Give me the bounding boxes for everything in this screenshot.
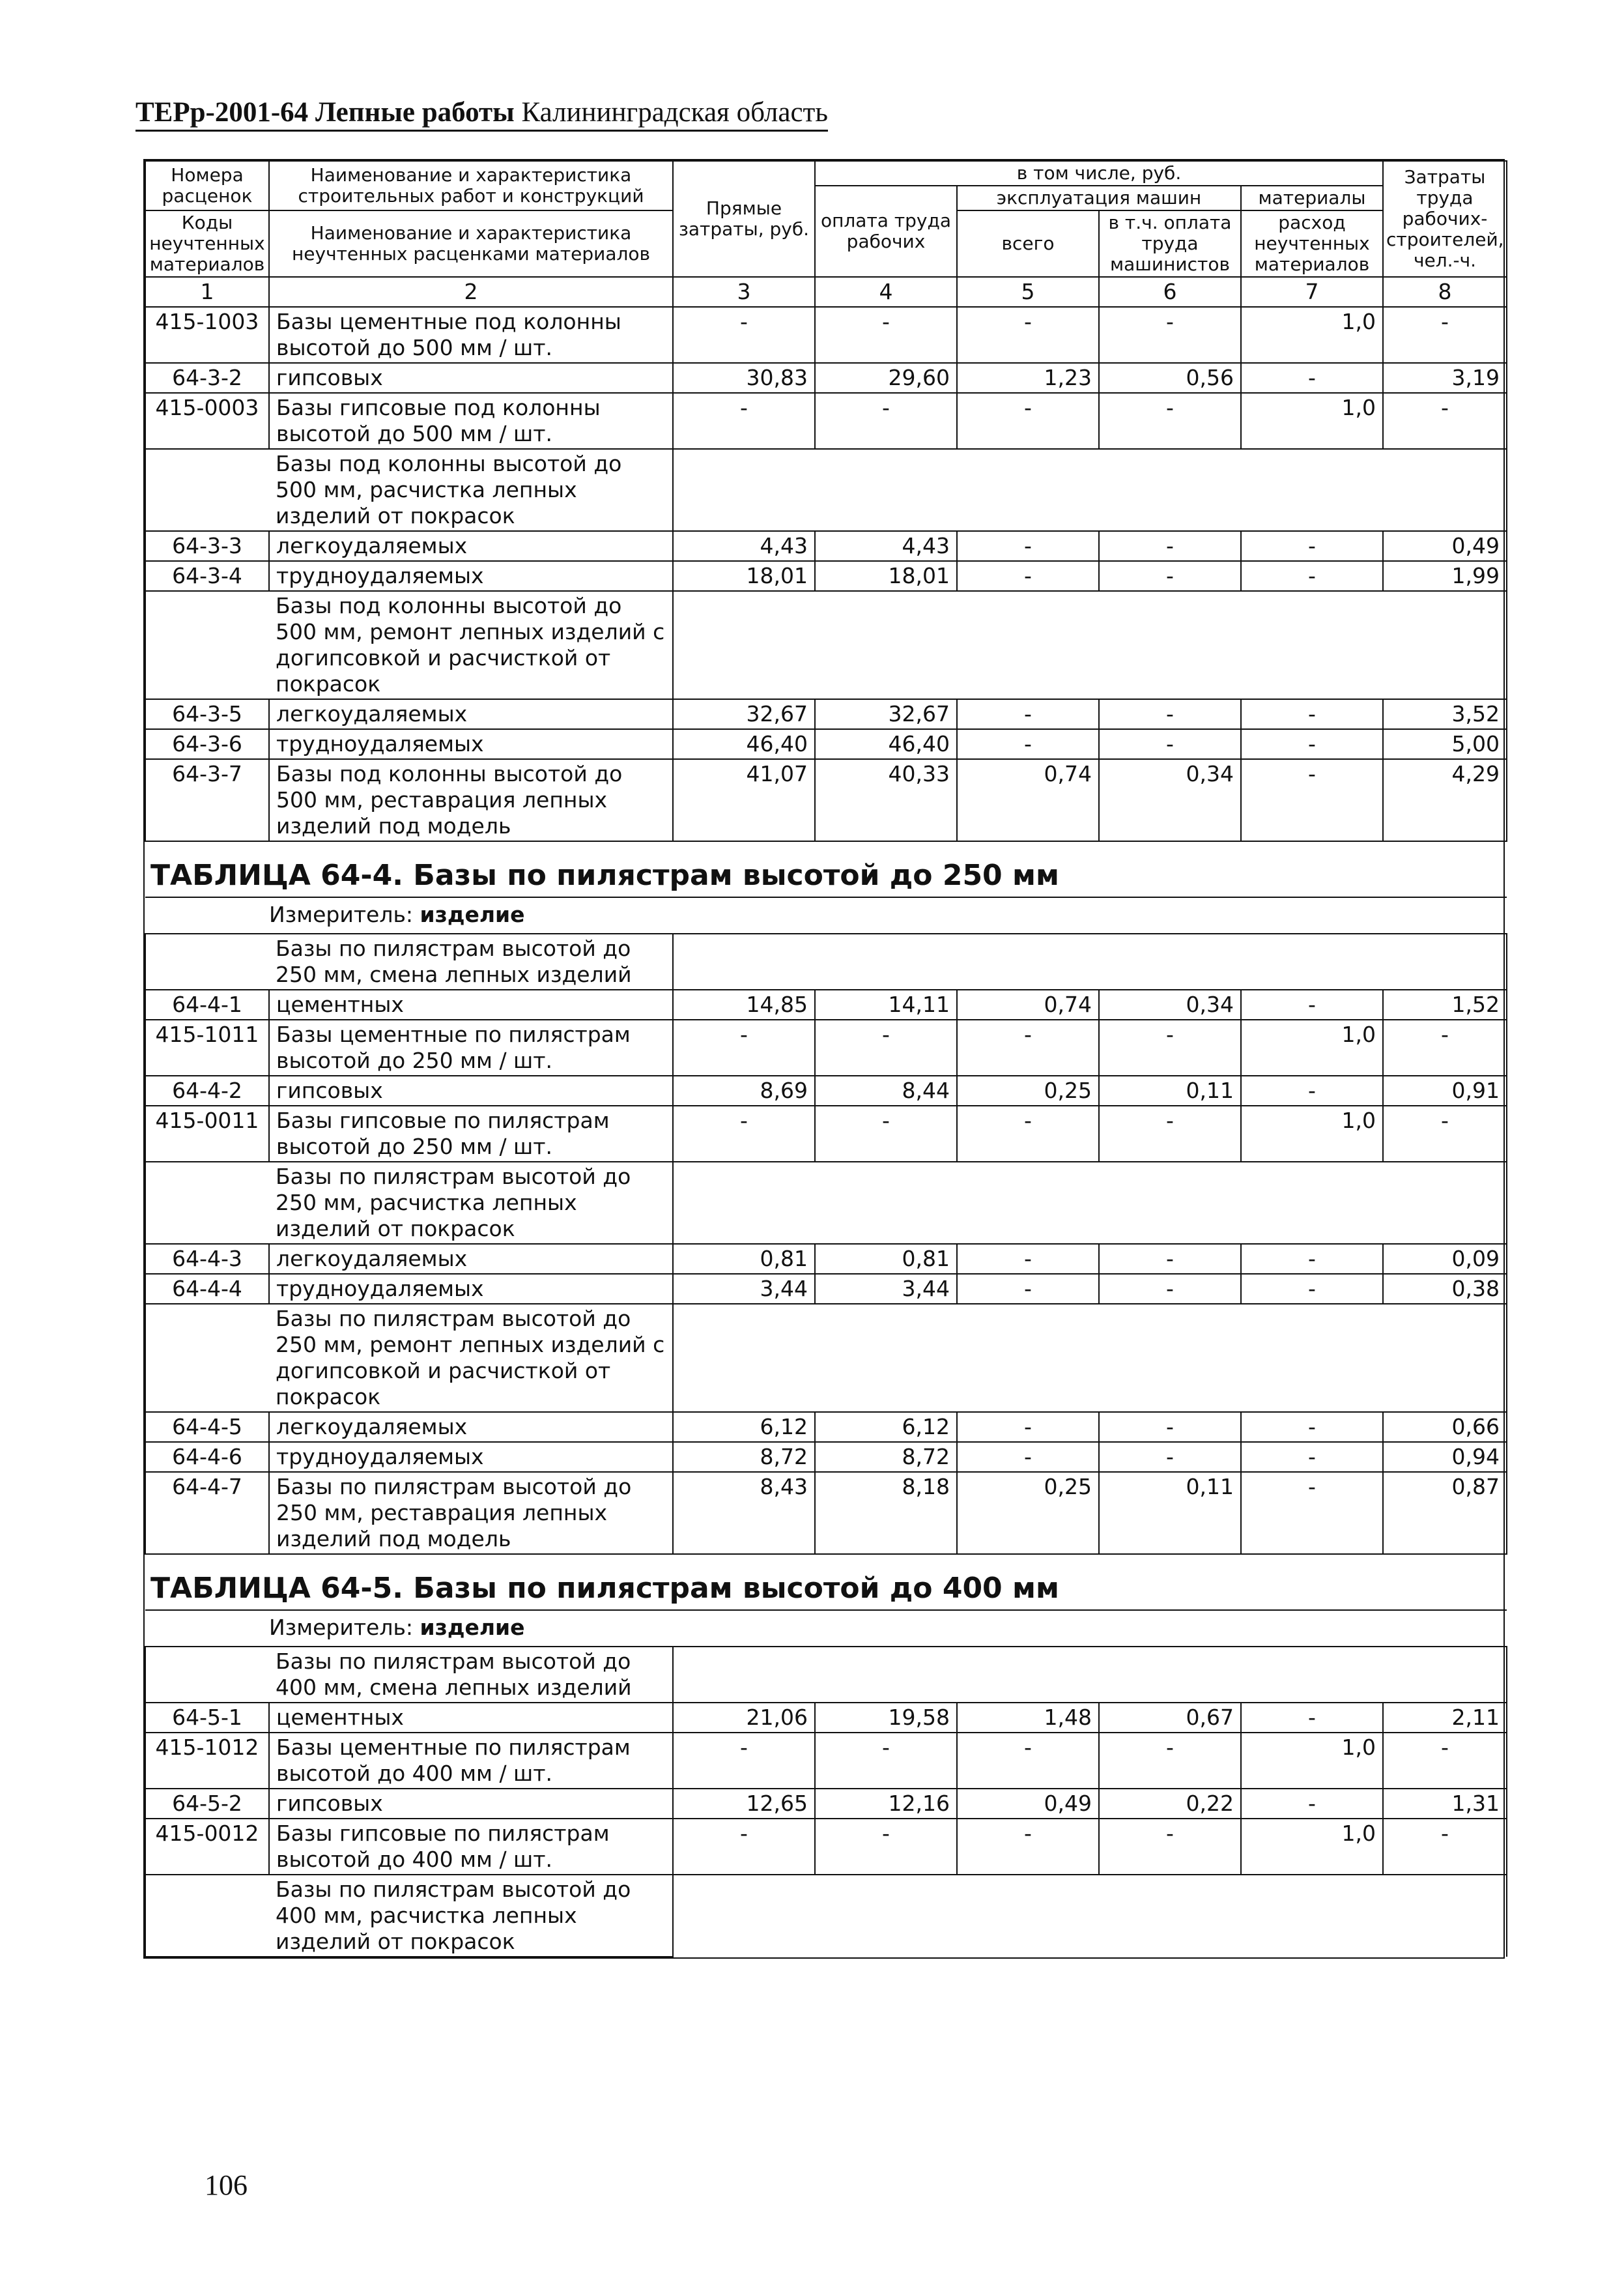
value-cell: -	[673, 307, 815, 363]
value-cell: -	[1099, 1274, 1241, 1304]
value-cell: -	[1241, 1076, 1383, 1106]
table-row	[145, 699, 1507, 729]
rate-name: цементных	[269, 990, 673, 1020]
col-head-incl: в том числе, руб.	[815, 161, 1383, 186]
value-cell: -	[1099, 1106, 1241, 1162]
rate-code: 64-3-7	[145, 759, 269, 841]
meter-label: Измеритель:	[269, 902, 414, 927]
group-blank	[673, 449, 1507, 531]
table-row	[145, 363, 1507, 393]
table-row	[145, 1412, 1507, 1442]
rate-code: 64-4-4	[145, 1274, 269, 1304]
table-row	[145, 1733, 1507, 1789]
value-cell: 0,81	[815, 1244, 957, 1274]
rate-name: цементных	[269, 1703, 673, 1733]
col-head-name: Наименование и характеристика строительных работ и конструкций	[269, 161, 673, 210]
col-head-mat-use: расход неучтенных материалов	[1241, 210, 1383, 277]
value-cell: 1,0	[1241, 307, 1383, 363]
col-head-mat-name: Наименование и характеристика неучтенных расценками материалов	[269, 210, 673, 277]
value-cell: -	[1099, 531, 1241, 561]
value-cell: 0,09	[1383, 1244, 1507, 1274]
col-num-1: 1	[145, 277, 269, 307]
col-num-5: 5	[957, 277, 1099, 307]
group-label: Базы по пилястрам высотой до 250 мм, ремонт лепных изделий с догипсовкой и расчисткой от покрасок	[269, 1304, 673, 1412]
rate-code: 64-4-6	[145, 1442, 269, 1472]
rate-name: Базы гипсовые под колонны высотой до 500 мм / шт.	[269, 393, 673, 449]
col-head-machines: эксплуатация машин	[957, 186, 1241, 210]
group-blank	[673, 1162, 1507, 1244]
value-cell: 3,52	[1383, 699, 1507, 729]
value-cell: -	[957, 1020, 1099, 1076]
value-cell: 32,67	[673, 699, 815, 729]
value-cell: -	[1383, 1733, 1507, 1789]
value-cell: -	[1241, 1472, 1383, 1554]
value-cell: 0,25	[957, 1076, 1099, 1106]
group-blank	[145, 1647, 269, 1703]
rate-name: Базы гипсовые по пилястрам высотой до 400 мм / шт.	[269, 1819, 673, 1875]
rate-name: трудноудаляемых	[269, 729, 673, 759]
value-cell: 14,11	[815, 990, 957, 1020]
value-cell: 14,85	[673, 990, 815, 1020]
table-row	[145, 1020, 1507, 1076]
rates-sheet	[143, 159, 1505, 1959]
meter-value: изделие	[420, 1615, 525, 1640]
value-cell: 0,25	[957, 1472, 1099, 1554]
value-cell: -	[957, 699, 1099, 729]
value-cell: -	[1099, 1819, 1241, 1875]
value-cell: -	[1241, 1274, 1383, 1304]
group-blank	[673, 1304, 1507, 1412]
value-cell: 3,44	[673, 1274, 815, 1304]
value-cell: -	[957, 561, 1099, 591]
table-row	[145, 531, 1507, 561]
table-row	[145, 1274, 1507, 1304]
group-blank	[673, 1647, 1507, 1703]
group-row	[145, 1304, 1507, 1412]
rate-name: Базы цементные под колонны высотой до 500 мм / шт.	[269, 307, 673, 363]
value-cell: 0,81	[673, 1244, 815, 1274]
value-cell: 0,87	[1383, 1472, 1507, 1554]
value-cell: 8,44	[815, 1076, 957, 1106]
value-cell: 5,00	[1383, 729, 1507, 759]
meter-value: изделие	[420, 902, 525, 927]
value-cell: 1,0	[1241, 1020, 1383, 1076]
rate-code: 64-3-5	[145, 699, 269, 729]
value-cell: 2,11	[1383, 1703, 1507, 1733]
group-blank	[673, 934, 1507, 990]
rate-name: легкоудаляемых	[269, 531, 673, 561]
rate-name: Базы цементные по пилястрам высотой до 250 мм / шт.	[269, 1020, 673, 1076]
value-cell: 0,11	[1099, 1472, 1241, 1554]
value-cell: 1,48	[957, 1703, 1099, 1733]
value-cell: -	[673, 1020, 815, 1076]
value-cell: 12,65	[673, 1789, 815, 1819]
col-num-7: 7	[1241, 277, 1383, 307]
value-cell: -	[1241, 699, 1383, 729]
value-cell: 46,40	[815, 729, 957, 759]
value-cell: 1,0	[1241, 1106, 1383, 1162]
value-cell: -	[815, 393, 957, 449]
table-row	[145, 759, 1507, 841]
rate-code: 64-4-5	[145, 1412, 269, 1442]
value-cell: 6,12	[815, 1412, 957, 1442]
value-cell: -	[1241, 1412, 1383, 1442]
value-cell: 46,40	[673, 729, 815, 759]
rate-code: 64-5-1	[145, 1703, 269, 1733]
table-row	[145, 1076, 1507, 1106]
value-cell: 32,67	[815, 699, 957, 729]
table-row	[145, 307, 1507, 363]
value-cell: -	[1099, 1244, 1241, 1274]
value-cell: 1,52	[1383, 990, 1507, 1020]
value-cell: 1,31	[1383, 1789, 1507, 1819]
group-row	[145, 591, 1507, 699]
value-cell: -	[957, 1274, 1099, 1304]
rate-code: 415-1012	[145, 1733, 269, 1789]
rate-name: Базы гипсовые по пилястрам высотой до 250 мм / шт.	[269, 1106, 673, 1162]
value-cell: -	[815, 1733, 957, 1789]
value-cell: -	[1241, 1442, 1383, 1472]
value-cell: 0,56	[1099, 363, 1241, 393]
table-row	[145, 1106, 1507, 1162]
rates-table	[145, 160, 1507, 1957]
meter-row	[145, 1610, 1507, 1647]
value-cell: -	[1241, 759, 1383, 841]
value-cell: -	[957, 729, 1099, 759]
value-cell: -	[673, 1106, 815, 1162]
group-label: Базы под колонны высотой до 500 мм, ремонт лепных изделий с догипсовкой и расчисткой от покрасок	[269, 591, 673, 699]
table5-title: ТАБЛИЦА 64-5. Базы по пилястрам высотой до 400 мм	[145, 1554, 1507, 1610]
document-title	[135, 96, 828, 132]
rate-code: 415-0012	[145, 1819, 269, 1875]
rate-name: Базы цементные по пилястрам высотой до 400 мм / шт.	[269, 1733, 673, 1789]
value-cell: 0,34	[1099, 990, 1241, 1020]
group-row	[145, 449, 1507, 531]
rate-code: 64-3-6	[145, 729, 269, 759]
value-cell: -	[815, 1819, 957, 1875]
rate-code: 64-4-1	[145, 990, 269, 1020]
page-number: 106	[205, 2169, 248, 2201]
value-cell: 1,99	[1383, 561, 1507, 591]
table-row	[145, 1244, 1507, 1274]
value-cell: 30,83	[673, 363, 815, 393]
value-cell: 8,43	[673, 1472, 815, 1554]
value-cell: 0,22	[1099, 1789, 1241, 1819]
rate-code: 64-3-2	[145, 363, 269, 393]
value-cell: 4,29	[1383, 759, 1507, 841]
value-cell: 0,66	[1383, 1412, 1507, 1442]
value-cell: -	[957, 1244, 1099, 1274]
value-cell: -	[815, 1020, 957, 1076]
value-cell: 1,0	[1241, 393, 1383, 449]
value-cell: 0,34	[1099, 759, 1241, 841]
value-cell: -	[1099, 307, 1241, 363]
group-blank	[673, 591, 1507, 699]
meter-label: Измеритель:	[269, 1615, 414, 1640]
col-head-codes: Номера расценок	[145, 161, 269, 210]
col-head-wages: оплата труда рабочих	[815, 186, 957, 277]
rate-name: легкоудаляемых	[269, 1244, 673, 1274]
table-row	[145, 729, 1507, 759]
value-cell: 0,49	[1383, 531, 1507, 561]
group-label: Базы по пилястрам высотой до 400 мм, смена лепных изделий	[269, 1647, 673, 1703]
value-cell: 0,74	[957, 759, 1099, 841]
document-region: Калининградская область	[521, 97, 828, 128]
value-cell: -	[1099, 561, 1241, 591]
value-cell: -	[957, 307, 1099, 363]
table4-title: ТАБЛИЦА 64-4. Базы по пилястрам высотой до 250 мм	[145, 841, 1507, 897]
table-row	[145, 990, 1507, 1020]
value-cell: -	[1099, 1412, 1241, 1442]
value-cell: 29,60	[815, 363, 957, 393]
value-cell: -	[957, 1106, 1099, 1162]
table4-meter	[145, 897, 1507, 934]
rate-name: Базы под колонны высотой до 500 мм, реставрация лепных изделий под модель	[269, 759, 673, 841]
value-cell: -	[1099, 729, 1241, 759]
col-head-direct: Прямые затраты, руб.	[673, 161, 815, 277]
value-cell: 18,01	[673, 561, 815, 591]
group-blank	[145, 1875, 269, 1957]
group-blank	[673, 1875, 1507, 1957]
value-cell: 4,43	[673, 531, 815, 561]
col-head-mach-total: всего	[957, 210, 1099, 277]
rate-name: гипсовых	[269, 1789, 673, 1819]
document-section: Лепные работы	[315, 97, 515, 128]
value-cell: -	[1241, 561, 1383, 591]
group-blank	[145, 1304, 269, 1412]
col-num-8: 8	[1383, 277, 1507, 307]
group-label: Базы по пилястрам высотой до 250 мм, смена лепных изделий	[269, 934, 673, 990]
value-cell: 0,74	[957, 990, 1099, 1020]
value-cell: 8,18	[815, 1472, 957, 1554]
group-label: Базы по пилястрам высотой до 400 мм, расчистка лепных изделий от покрасок	[269, 1875, 673, 1957]
value-cell: 3,19	[1383, 363, 1507, 393]
col-head-mach-wages: в т.ч. оплата труда машинистов	[1099, 210, 1241, 277]
rate-code: 415-1003	[145, 307, 269, 363]
table-title-row	[145, 1554, 1507, 1610]
table-row	[145, 393, 1507, 449]
rate-name: легкоудаляемых	[269, 699, 673, 729]
table-row	[145, 1789, 1507, 1819]
value-cell: 0,94	[1383, 1442, 1507, 1472]
col-head-mat-codes: Коды неучтенных материалов	[145, 210, 269, 277]
rate-code: 64-4-3	[145, 1244, 269, 1274]
value-cell: 0,67	[1099, 1703, 1241, 1733]
value-cell: 18,01	[815, 561, 957, 591]
group-label: Базы под колонны высотой до 500 мм, расчистка лепных изделий от покрасок	[269, 449, 673, 531]
value-cell: 1,23	[957, 363, 1099, 393]
group-row	[145, 1162, 1507, 1244]
value-cell: 8,72	[673, 1442, 815, 1472]
rate-name: гипсовых	[269, 1076, 673, 1106]
value-cell: -	[1383, 1819, 1507, 1875]
value-cell: 0,91	[1383, 1076, 1507, 1106]
value-cell: 8,72	[815, 1442, 957, 1472]
value-cell: -	[957, 531, 1099, 561]
col-num-4: 4	[815, 277, 957, 307]
rate-name: трудноудаляемых	[269, 1274, 673, 1304]
value-cell: 0,49	[957, 1789, 1099, 1819]
col-head-labor: Затраты труда рабочих-строителей, чел.-ч.	[1383, 161, 1507, 277]
table-row	[145, 1472, 1507, 1554]
value-cell: -	[1099, 699, 1241, 729]
rate-name: легкоудаляемых	[269, 1412, 673, 1442]
value-cell: 0,38	[1383, 1274, 1507, 1304]
value-cell: 19,58	[815, 1703, 957, 1733]
value-cell: -	[815, 1106, 957, 1162]
value-cell: -	[815, 307, 957, 363]
group-blank	[145, 1162, 269, 1244]
rate-code: 64-3-4	[145, 561, 269, 591]
header-row-1	[145, 161, 1507, 186]
value-cell: -	[1383, 1106, 1507, 1162]
rate-name: гипсовых	[269, 363, 673, 393]
group-label: Базы по пилястрам высотой до 250 мм, расчистка лепных изделий от покрасок	[269, 1162, 673, 1244]
rate-code: 64-4-2	[145, 1076, 269, 1106]
value-cell: 4,43	[815, 531, 957, 561]
value-cell: -	[957, 1412, 1099, 1442]
value-cell: -	[957, 1819, 1099, 1875]
table-title-row	[145, 841, 1507, 897]
value-cell: -	[1383, 307, 1507, 363]
group-blank	[145, 591, 269, 699]
value-cell: -	[1241, 531, 1383, 561]
value-cell: -	[1383, 1020, 1507, 1076]
value-cell: 21,06	[673, 1703, 815, 1733]
value-cell: -	[1099, 1442, 1241, 1472]
col-num-3: 3	[673, 277, 815, 307]
group-blank	[145, 934, 269, 990]
group-row	[145, 934, 1507, 990]
value-cell: -	[673, 1733, 815, 1789]
rate-code: 415-0003	[145, 393, 269, 449]
value-cell: -	[1241, 729, 1383, 759]
value-cell: -	[1099, 1733, 1241, 1789]
rate-name: трудноудаляемых	[269, 561, 673, 591]
value-cell: -	[1241, 990, 1383, 1020]
value-cell: 12,16	[815, 1789, 957, 1819]
table-row	[145, 1819, 1507, 1875]
value-cell: -	[1383, 393, 1507, 449]
value-cell: -	[1099, 1020, 1241, 1076]
group-blank	[145, 449, 269, 531]
rate-code: 64-3-3	[145, 531, 269, 561]
meter-row	[145, 897, 1507, 934]
value-cell: 0,11	[1099, 1076, 1241, 1106]
column-numbers-row	[145, 277, 1507, 307]
value-cell: 40,33	[815, 759, 957, 841]
document-code: ТЕРр-2001-64	[135, 97, 309, 128]
value-cell: -	[673, 1819, 815, 1875]
rate-code: 64-5-2	[145, 1789, 269, 1819]
value-cell: -	[957, 1442, 1099, 1472]
value-cell: 1,0	[1241, 1819, 1383, 1875]
value-cell: -	[957, 1733, 1099, 1789]
rate-code: 415-0011	[145, 1106, 269, 1162]
col-num-2: 2	[269, 277, 673, 307]
group-row	[145, 1875, 1507, 1957]
value-cell: 6,12	[673, 1412, 815, 1442]
value-cell: 8,69	[673, 1076, 815, 1106]
group-row	[145, 1647, 1507, 1703]
value-cell: -	[1241, 363, 1383, 393]
rate-name: Базы по пилястрам высотой до 250 мм, реставрация лепных изделий под модель	[269, 1472, 673, 1554]
rate-code: 64-4-7	[145, 1472, 269, 1554]
rate-code: 415-1011	[145, 1020, 269, 1076]
col-num-6: 6	[1099, 277, 1241, 307]
value-cell: -	[1241, 1789, 1383, 1819]
table-row	[145, 1442, 1507, 1472]
value-cell: -	[1241, 1244, 1383, 1274]
value-cell: -	[1099, 393, 1241, 449]
table-row	[145, 1703, 1507, 1733]
value-cell: -	[673, 393, 815, 449]
value-cell: -	[1241, 1703, 1383, 1733]
value-cell: 3,44	[815, 1274, 957, 1304]
value-cell: 1,0	[1241, 1733, 1383, 1789]
value-cell: -	[957, 393, 1099, 449]
table5-meter	[145, 1610, 1507, 1647]
value-cell: 41,07	[673, 759, 815, 841]
table-row	[145, 561, 1507, 591]
col-head-materials: материалы	[1241, 186, 1383, 210]
rate-name: трудноудаляемых	[269, 1442, 673, 1472]
